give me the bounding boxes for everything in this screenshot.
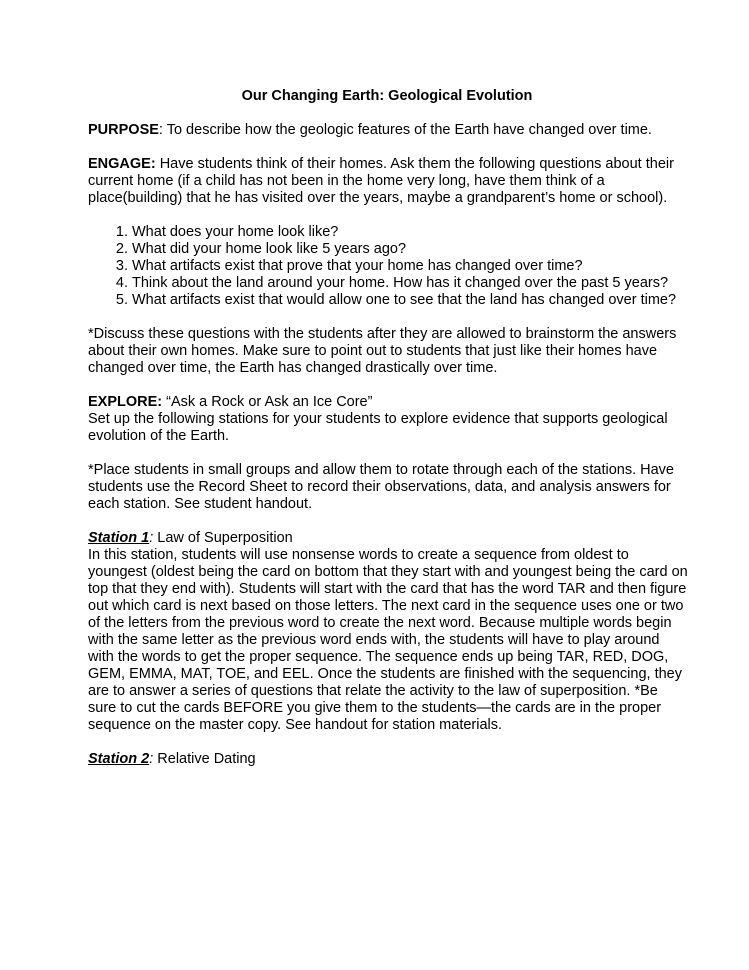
list-item: 3. What artifacts exist that prove that your home has changed over time? — [132, 258, 689, 275]
station2-label: Station 2 — [88, 751, 150, 767]
list-item: 2. What did your home look like 5 years ago? — [132, 241, 689, 258]
engage-label: ENGAGE: — [88, 156, 156, 172]
list-item: 4. Think about the land around your home. How has it changed over the past 5 years? — [132, 275, 689, 292]
engage-paragraph — [88, 156, 689, 207]
document-title: Our Changing Earth: Geological Evolution — [241, 88, 533, 104]
explore-note: *Place students in small groups and allow them to rotate through each of the stations. Have students use the Record Sheet to record their observations, data, and analysis answers for each station. See student handout. — [88, 462, 674, 512]
title-container — [88, 88, 686, 105]
station1-paragraph — [88, 530, 689, 734]
explore-title: “Ask a Rock or Ask an Ice Core” — [162, 394, 373, 410]
explore-text: Set up the following stations for your students to explore evidence that supports geological evolution of the Earth. — [88, 411, 668, 444]
explore-label: EXPLORE: — [88, 394, 163, 410]
station1-colon: : — [149, 530, 154, 546]
station2-colon: : — [149, 751, 154, 767]
station2-name: Relative Dating — [153, 751, 256, 767]
purpose-paragraph — [88, 122, 689, 139]
station1-name: Law of Superposition — [153, 530, 293, 546]
engage-text: Have students think of their homes. Ask them the following questions about their current home (if a child has not been in the home very long, have them think of a place(building) that he has visited over the years, maybe a grandparent’s home or school). — [88, 156, 674, 206]
list-item: 1. What does your home look like? — [132, 224, 689, 241]
engage-questions-list — [88, 224, 689, 309]
station1-text: In this station, students will use nonsense words to create a sequence from oldest to youngest (oldest being the card on bottom that they start with and youngest being the card on top that they end with). Students will start with the card that has the word TAR and then figure out which card is next based on those letters. The next card in the sequence uses one or two of the letters from the previous word to create the next word. Because multiple words begin with the same letter as the previous word ends with, the students will have to play around with the words to get the proper sequence. The sequence ends up being TAR, RED, DOG, GEM, EMMA, MAT, TOE, and EEL. Once the students are finished with the sequencing, they are to answer a series of questions that relate the activity to the law of superposition. *Be sure to cut the cards BEFORE you give them to the students—the cards are in the proper sequence on the master copy. See handout for station materials. — [88, 547, 688, 733]
purpose-text: : To describe how the geologic features of the Earth have changed over time. — [158, 122, 652, 138]
purpose-label: PURPOSE — [88, 122, 159, 138]
station1-label: Station 1 — [88, 530, 150, 546]
engage-note: *Discuss these questions with the students after they are allowed to brainstorm the answers about their own homes. Make sure to point out to students that just like their homes have changed over time, the Earth has changed drastically over time. — [88, 326, 677, 376]
explore-paragraph — [88, 394, 689, 445]
list-item: 5. What artifacts exist that would allow one to see that the land has changed over time? — [132, 292, 689, 309]
station2-paragraph — [88, 751, 689, 768]
